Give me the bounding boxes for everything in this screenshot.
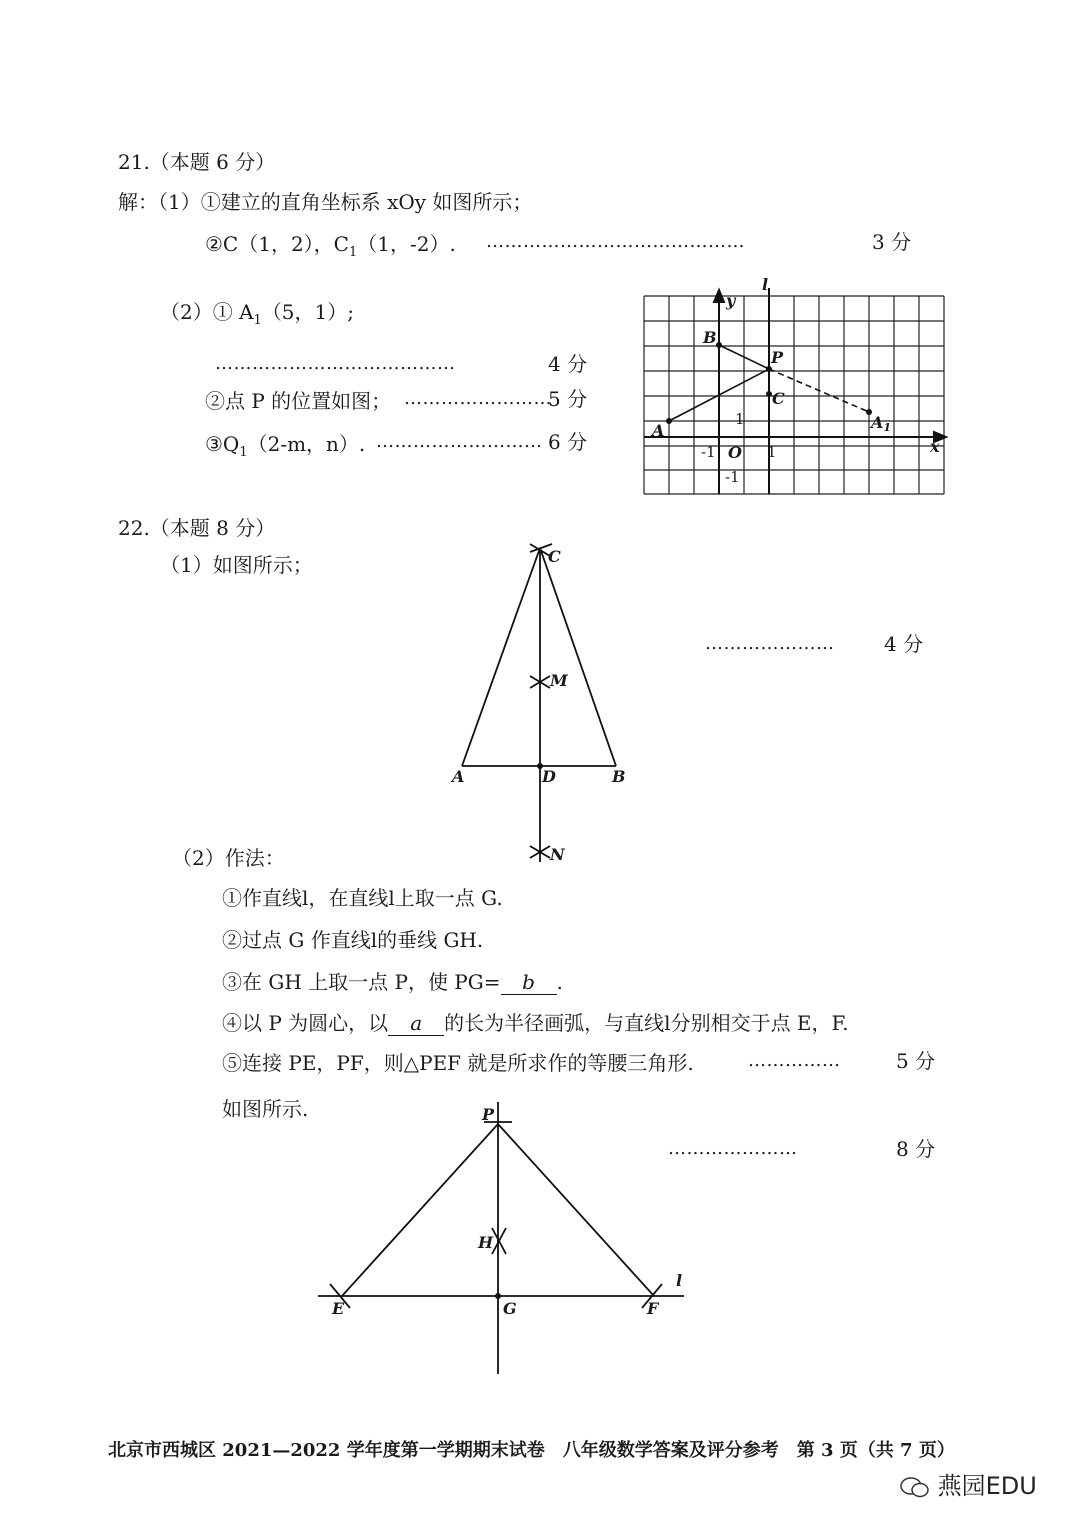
- tick-x-1: 1: [767, 443, 777, 461]
- tick-y-1: 1: [735, 410, 745, 428]
- label-O: O: [728, 443, 742, 462]
- q21-line5-score: 5 分: [548, 387, 588, 411]
- q21-line2-tail: （1，-2）.: [357, 232, 456, 256]
- q21-line3-text: （2）① A: [160, 300, 254, 324]
- q22-final-dots: …………………: [668, 1138, 798, 1159]
- point-G: [495, 1293, 501, 1299]
- q21-line2-dots: ……………………………………: [486, 231, 745, 252]
- q21-line6-dots: ………………………: [376, 431, 543, 452]
- q22-step4-blank: a: [388, 1011, 444, 1036]
- q22-step5-dots: ……………: [748, 1050, 841, 1071]
- label-H: H: [478, 1233, 494, 1252]
- q22-step4-post: 的长为半径画弧，与直线l分别相交于点 E，F.: [444, 1011, 849, 1035]
- label-B-tri: B: [612, 767, 626, 786]
- q22-part2-title: （2）作法：: [172, 846, 285, 870]
- q21-line1: 解：（1）①建立的直角坐标系 xOy 如图所示；: [118, 190, 533, 214]
- q22-step3-blank: b: [501, 970, 557, 995]
- q22-part1: （1）如图所示；: [160, 553, 313, 577]
- q22-step4-text: ④以 P 为圆心，以: [222, 1011, 389, 1035]
- label-D: D: [542, 767, 556, 786]
- q22-part1-dots: …………………: [705, 633, 835, 654]
- label-P-tri: P: [482, 1105, 495, 1124]
- wechat-icon: [900, 1476, 930, 1498]
- q21-line3-sub: 1: [253, 313, 262, 328]
- q22-step5-score: 5 分: [896, 1049, 936, 1073]
- label-y: y: [726, 291, 736, 310]
- q21-line6-sub: 1: [239, 445, 248, 460]
- label-l: l: [762, 275, 769, 294]
- label-E: E: [332, 1299, 345, 1318]
- label-G: G: [503, 1299, 517, 1318]
- label-x: x: [930, 437, 940, 456]
- q21-line3-tail: （5，1）;: [261, 300, 354, 324]
- label-N: N: [550, 845, 565, 864]
- q21-line5-dots: ……………………: [404, 388, 552, 409]
- q22-step1: ①作直线l，在直线l上取一点 G.: [222, 886, 503, 910]
- q21-line2-score: 3 分: [872, 230, 912, 254]
- watermark-text: 燕园EDU: [937, 1472, 1037, 1500]
- tick-y-neg1: -1: [725, 468, 740, 486]
- tick-x-neg1: -1: [701, 443, 716, 461]
- side-PE: [342, 1124, 498, 1296]
- q22-as-shown: 如图所示.: [222, 1097, 309, 1121]
- q21-line5: ②点 P 的位置如图；: [205, 389, 392, 413]
- q21-line4-dots: …………………………………: [215, 353, 456, 374]
- label-A-tri: A: [452, 767, 465, 786]
- label-A: A: [652, 421, 665, 440]
- label-M: M: [550, 671, 568, 690]
- label-F: F: [647, 1299, 659, 1318]
- page-footer: 北京市西城区 2021—2022 学年度第一学期期末试卷 八年级数学答案及评分参考 第 3 页（共 7 页）: [108, 1440, 955, 1461]
- q21-line6-score: 6 分: [548, 430, 588, 454]
- q21-line6-text: ③Q: [205, 432, 240, 456]
- q22-part1-score: 4 分: [884, 632, 924, 656]
- q21-line4-score: 4 分: [548, 352, 588, 376]
- q22-step5: ⑤连接 PE，PF，则△PEF 就是所求作的等腰三角形.: [222, 1051, 694, 1075]
- label-P: P: [771, 348, 784, 367]
- label-l-2: l: [676, 1271, 683, 1290]
- q21-line6-tail: （2-m，n）.: [247, 432, 366, 456]
- label-C: C: [772, 389, 785, 408]
- watermark: [900, 1466, 1037, 1501]
- q22-step3-text: ③在 GH 上取一点 P，使 PG=: [222, 970, 501, 994]
- q22-final-score: 8 分: [896, 1137, 936, 1161]
- q22-header: 22.（本题 8 分）: [118, 516, 276, 540]
- side-PF: [498, 1124, 654, 1296]
- label-B: B: [703, 328, 717, 347]
- label-C-tri: C: [548, 547, 561, 566]
- label-A1-letter: A: [871, 413, 884, 432]
- q22-step3-post: .: [556, 970, 563, 994]
- q22-step2: ②过点 G 作直线l的垂线 GH.: [222, 928, 484, 952]
- q21-header: 21.（本题 6 分）: [118, 150, 276, 174]
- label-A1-sub: 1: [883, 421, 892, 434]
- q21-line2-sub: 1: [348, 245, 358, 260]
- q21-line2-text: ②C（1，2），C: [205, 232, 349, 256]
